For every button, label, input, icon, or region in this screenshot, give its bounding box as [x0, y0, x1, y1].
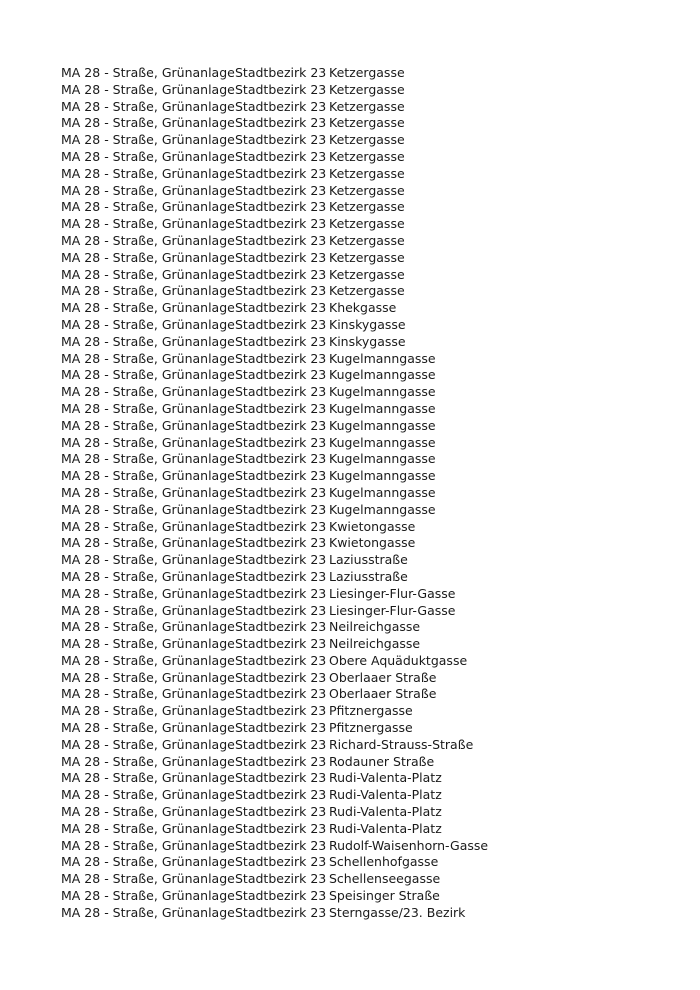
department-cell: MA 28 - Straße, Grünanlage	[61, 518, 235, 534]
table-row	[61, 804, 488, 821]
street-cell: Kugelmanngasse	[329, 451, 436, 467]
street-cell: Obere Aquäduktgasse	[329, 652, 468, 668]
table-row	[61, 871, 488, 888]
district-cell: Stadtbezirk 23	[235, 501, 327, 517]
department-cell: MA 28 - Straße, Grünanlage	[61, 753, 235, 769]
street-cell: Ketzergasse	[329, 266, 405, 282]
district-cell: Stadtbezirk 23	[235, 854, 327, 870]
district-cell: Stadtbezirk 23	[235, 736, 327, 752]
street-cell: Oberlaaer Straße	[329, 686, 437, 702]
department-cell: MA 28 - Straße, Grünanlage	[61, 636, 235, 652]
district-cell: Stadtbezirk 23	[235, 199, 327, 215]
department-cell: MA 28 - Straße, Grünanlage	[61, 888, 235, 904]
department-cell: MA 28 - Straße, Grünanlage	[61, 232, 235, 248]
street-cell: Liesinger-Flur-Gasse	[329, 602, 456, 618]
department-cell: MA 28 - Straße, Grünanlage	[61, 484, 235, 500]
department-cell: MA 28 - Straße, Grünanlage	[61, 871, 235, 887]
district-cell: Stadtbezirk 23	[235, 837, 327, 853]
department-cell: MA 28 - Straße, Grünanlage	[61, 216, 235, 232]
street-cell: Ketzergasse	[329, 199, 405, 215]
street-cell: Ketzergasse	[329, 182, 405, 198]
table-row	[61, 65, 488, 82]
table-row	[61, 670, 488, 687]
district-cell: Stadtbezirk 23	[235, 535, 327, 551]
district-cell: Stadtbezirk 23	[235, 804, 327, 820]
district-cell: Stadtbezirk 23	[235, 720, 327, 736]
department-cell: MA 28 - Straße, Grünanlage	[61, 854, 235, 870]
table-row	[61, 283, 488, 300]
district-cell: Stadtbezirk 23	[235, 552, 327, 568]
district-cell: Stadtbezirk 23	[235, 400, 327, 416]
district-cell: Stadtbezirk 23	[235, 417, 327, 433]
table-row	[61, 401, 488, 418]
table-row	[61, 754, 488, 771]
district-cell: Stadtbezirk 23	[235, 367, 327, 383]
district-cell: Stadtbezirk 23	[235, 619, 327, 635]
table-row	[61, 82, 488, 99]
table-row	[61, 586, 488, 603]
department-cell: MA 28 - Straße, Grünanlage	[61, 837, 235, 853]
department-cell: MA 28 - Straße, Grünanlage	[61, 904, 235, 920]
department-cell: MA 28 - Straße, Grünanlage	[61, 165, 235, 181]
department-cell: MA 28 - Straße, Grünanlage	[61, 686, 235, 702]
table-row	[61, 132, 488, 149]
table-row	[61, 821, 488, 838]
street-cell: Rudi-Valenta-Platz	[329, 770, 442, 786]
table-row	[61, 183, 488, 200]
district-cell: Stadtbezirk 23	[235, 232, 327, 248]
table-row	[61, 838, 488, 855]
street-cell: Speisinger Straße	[329, 888, 440, 904]
street-cell: Sterngasse/23. Bezirk	[329, 904, 466, 920]
street-cell: Pfitznergasse	[329, 720, 413, 736]
district-cell: Stadtbezirk 23	[235, 484, 327, 500]
table-row	[61, 149, 488, 166]
department-cell: MA 28 - Straße, Grünanlage	[61, 350, 235, 366]
street-list-table	[61, 65, 488, 922]
district-cell: Stadtbezirk 23	[235, 98, 327, 114]
table-row	[61, 619, 488, 636]
table-row	[61, 854, 488, 871]
department-cell: MA 28 - Straße, Grünanlage	[61, 417, 235, 433]
table-row	[61, 199, 488, 216]
department-cell: MA 28 - Straße, Grünanlage	[61, 316, 235, 332]
street-cell: Ketzergasse	[329, 65, 405, 80]
table-row	[61, 216, 488, 233]
table-row	[61, 720, 488, 737]
district-cell: Stadtbezirk 23	[235, 669, 327, 685]
street-cell: Ketzergasse	[329, 148, 405, 164]
street-cell: Liesinger-Flur-Gasse	[329, 585, 456, 601]
department-cell: MA 28 - Straße, Grünanlage	[61, 283, 235, 299]
street-cell: Oberlaaer Straße	[329, 669, 437, 685]
department-cell: MA 28 - Straße, Grünanlage	[61, 669, 235, 685]
street-cell: Laziusstraße	[329, 568, 408, 584]
district-cell: Stadtbezirk 23	[235, 283, 327, 299]
street-list-body	[61, 65, 488, 922]
street-cell: Richard-Strauss-Straße	[329, 736, 474, 752]
department-cell: MA 28 - Straße, Grünanlage	[61, 400, 235, 416]
street-cell: Kugelmanngasse	[329, 434, 436, 450]
district-cell: Stadtbezirk 23	[235, 65, 327, 80]
department-cell: MA 28 - Straße, Grünanlage	[61, 81, 235, 97]
table-row	[61, 435, 488, 452]
district-cell: Stadtbezirk 23	[235, 216, 327, 232]
department-cell: MA 28 - Straße, Grünanlage	[61, 451, 235, 467]
street-cell: Kugelmanngasse	[329, 501, 436, 517]
department-cell: MA 28 - Straße, Grünanlage	[61, 434, 235, 450]
department-cell: MA 28 - Straße, Grünanlage	[61, 804, 235, 820]
table-row	[61, 535, 488, 552]
department-cell: MA 28 - Straße, Grünanlage	[61, 384, 235, 400]
table-row	[61, 418, 488, 435]
street-cell: Neilreichgasse	[329, 619, 421, 635]
table-row	[61, 653, 488, 670]
district-cell: Stadtbezirk 23	[235, 888, 327, 904]
street-cell: Kugelmanngasse	[329, 417, 436, 433]
street-cell: Ketzergasse	[329, 232, 405, 248]
district-cell: Stadtbezirk 23	[235, 703, 327, 719]
department-cell: MA 28 - Straße, Grünanlage	[61, 249, 235, 265]
district-cell: Stadtbezirk 23	[235, 787, 327, 803]
table-row	[61, 300, 488, 317]
department-cell: MA 28 - Straße, Grünanlage	[61, 115, 235, 131]
table-row	[61, 519, 488, 536]
district-cell: Stadtbezirk 23	[235, 820, 327, 836]
table-row	[61, 787, 488, 804]
district-cell: Stadtbezirk 23	[235, 753, 327, 769]
department-cell: MA 28 - Straße, Grünanlage	[61, 333, 235, 349]
district-cell: Stadtbezirk 23	[235, 182, 327, 198]
street-cell: Kwietongasse	[329, 535, 416, 551]
department-cell: MA 28 - Straße, Grünanlage	[61, 182, 235, 198]
department-cell: MA 28 - Straße, Grünanlage	[61, 602, 235, 618]
department-cell: MA 28 - Straße, Grünanlage	[61, 736, 235, 752]
table-row	[61, 703, 488, 720]
table-row	[61, 888, 488, 905]
street-cell: Ketzergasse	[329, 132, 405, 148]
department-cell: MA 28 - Straße, Grünanlage	[61, 468, 235, 484]
street-cell: Ketzergasse	[329, 283, 405, 299]
department-cell: MA 28 - Straße, Grünanlage	[61, 552, 235, 568]
department-cell: MA 28 - Straße, Grünanlage	[61, 65, 235, 80]
table-row	[61, 686, 488, 703]
table-row	[61, 770, 488, 787]
department-cell: MA 28 - Straße, Grünanlage	[61, 199, 235, 215]
table-row	[61, 267, 488, 284]
district-cell: Stadtbezirk 23	[235, 871, 327, 887]
street-cell: Pfitznergasse	[329, 703, 413, 719]
district-cell: Stadtbezirk 23	[235, 652, 327, 668]
department-cell: MA 28 - Straße, Grünanlage	[61, 535, 235, 551]
district-cell: Stadtbezirk 23	[235, 333, 327, 349]
district-cell: Stadtbezirk 23	[235, 148, 327, 164]
table-row	[61, 502, 488, 519]
table-row	[61, 351, 488, 368]
table-row	[61, 468, 488, 485]
table-row	[61, 636, 488, 653]
district-cell: Stadtbezirk 23	[235, 115, 327, 131]
district-cell: Stadtbezirk 23	[235, 568, 327, 584]
table-row	[61, 737, 488, 754]
district-cell: Stadtbezirk 23	[235, 81, 327, 97]
table-row	[61, 99, 488, 116]
district-cell: Stadtbezirk 23	[235, 636, 327, 652]
street-cell: Kinskygasse	[329, 333, 406, 349]
district-cell: Stadtbezirk 23	[235, 300, 327, 316]
department-cell: MA 28 - Straße, Grünanlage	[61, 148, 235, 164]
district-cell: Stadtbezirk 23	[235, 602, 327, 618]
street-cell: Rodauner Straße	[329, 753, 435, 769]
street-cell: Ketzergasse	[329, 81, 405, 97]
department-cell: MA 28 - Straße, Grünanlage	[61, 652, 235, 668]
street-cell: Laziusstraße	[329, 552, 408, 568]
street-cell: Kwietongasse	[329, 518, 416, 534]
table-row	[61, 250, 488, 267]
department-cell: MA 28 - Straße, Grünanlage	[61, 770, 235, 786]
street-cell: Schellenseegasse	[329, 871, 441, 887]
street-cell: Schellenhofgasse	[329, 854, 439, 870]
department-cell: MA 28 - Straße, Grünanlage	[61, 820, 235, 836]
district-cell: Stadtbezirk 23	[235, 518, 327, 534]
department-cell: MA 28 - Straße, Grünanlage	[61, 367, 235, 383]
department-cell: MA 28 - Straße, Grünanlage	[61, 585, 235, 601]
department-cell: MA 28 - Straße, Grünanlage	[61, 787, 235, 803]
street-cell: Rudi-Valenta-Platz	[329, 820, 442, 836]
street-cell: Kugelmanngasse	[329, 350, 436, 366]
street-cell: Ketzergasse	[329, 165, 405, 181]
street-cell: Rudi-Valenta-Platz	[329, 804, 442, 820]
table-row	[61, 115, 488, 132]
department-cell: MA 28 - Straße, Grünanlage	[61, 300, 235, 316]
department-cell: MA 28 - Straße, Grünanlage	[61, 703, 235, 719]
table-row	[61, 233, 488, 250]
table-row	[61, 334, 488, 351]
street-cell: Kugelmanngasse	[329, 367, 436, 383]
street-cell: Ketzergasse	[329, 216, 405, 232]
table-row	[61, 905, 488, 922]
district-cell: Stadtbezirk 23	[235, 904, 327, 920]
district-cell: Stadtbezirk 23	[235, 350, 327, 366]
department-cell: MA 28 - Straße, Grünanlage	[61, 98, 235, 114]
street-cell: Kugelmanngasse	[329, 468, 436, 484]
district-cell: Stadtbezirk 23	[235, 384, 327, 400]
district-cell: Stadtbezirk 23	[235, 686, 327, 702]
street-cell: Kugelmanngasse	[329, 484, 436, 500]
street-cell: Rudi-Valenta-Platz	[329, 787, 442, 803]
table-row	[61, 384, 488, 401]
district-cell: Stadtbezirk 23	[235, 132, 327, 148]
district-cell: Stadtbezirk 23	[235, 585, 327, 601]
street-cell: Neilreichgasse	[329, 636, 421, 652]
table-row	[61, 552, 488, 569]
street-cell: Ketzergasse	[329, 249, 405, 265]
table-row	[61, 317, 488, 334]
department-cell: MA 28 - Straße, Grünanlage	[61, 132, 235, 148]
district-cell: Stadtbezirk 23	[235, 266, 327, 282]
street-cell: Ketzergasse	[329, 98, 405, 114]
table-row	[61, 485, 488, 502]
table-row	[61, 569, 488, 586]
district-cell: Stadtbezirk 23	[235, 434, 327, 450]
table-row	[61, 367, 488, 384]
district-cell: Stadtbezirk 23	[235, 249, 327, 265]
table-row	[61, 603, 488, 620]
street-cell: Kinskygasse	[329, 316, 406, 332]
street-cell: Rudolf-Waisenhorn-Gasse	[329, 837, 489, 853]
district-cell: Stadtbezirk 23	[235, 451, 327, 467]
district-cell: Stadtbezirk 23	[235, 468, 327, 484]
district-cell: Stadtbezirk 23	[235, 165, 327, 181]
street-cell: Ketzergasse	[329, 115, 405, 131]
department-cell: MA 28 - Straße, Grünanlage	[61, 266, 235, 282]
department-cell: MA 28 - Straße, Grünanlage	[61, 720, 235, 736]
street-cell: Kugelmanngasse	[329, 400, 436, 416]
table-row	[61, 451, 488, 468]
district-cell: Stadtbezirk 23	[235, 770, 327, 786]
department-cell: MA 28 - Straße, Grünanlage	[61, 501, 235, 517]
street-cell: Khekgasse	[329, 300, 397, 316]
table-row	[61, 166, 488, 183]
district-cell: Stadtbezirk 23	[235, 316, 327, 332]
department-cell: MA 28 - Straße, Grünanlage	[61, 619, 235, 635]
department-cell: MA 28 - Straße, Grünanlage	[61, 568, 235, 584]
street-cell: Kugelmanngasse	[329, 384, 436, 400]
